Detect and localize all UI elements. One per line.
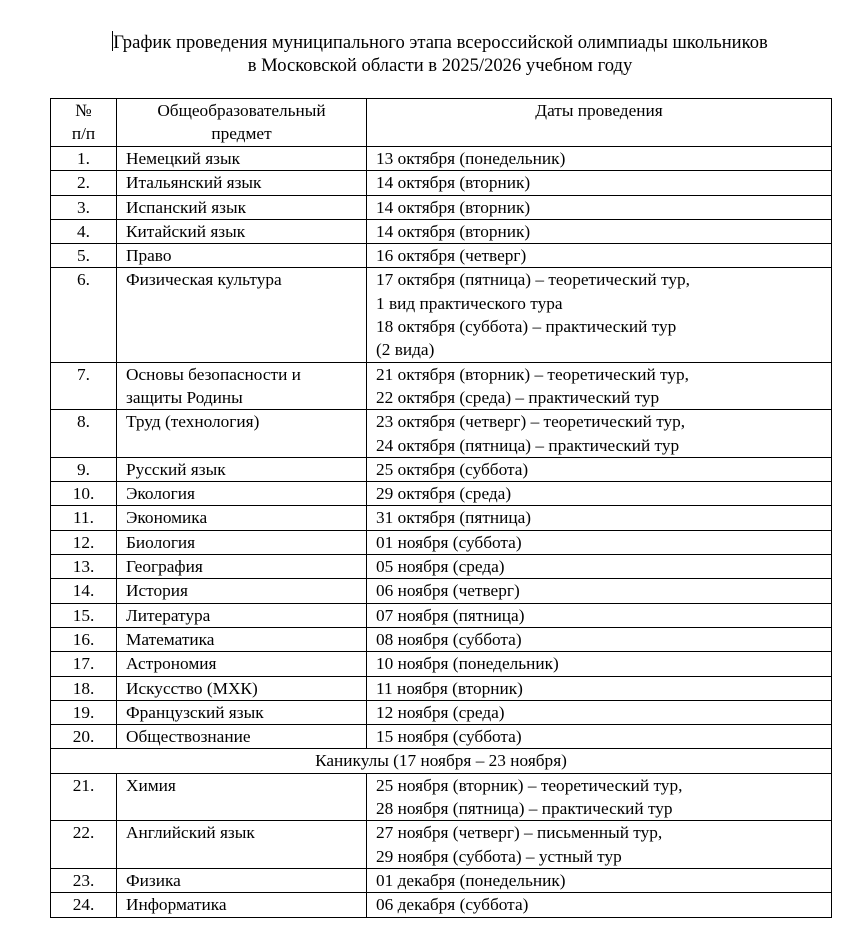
table-row bbox=[51, 773, 832, 821]
subject-line: Экология bbox=[126, 484, 195, 504]
row-subject bbox=[117, 219, 367, 243]
date-line: 29 октября (среда) bbox=[376, 484, 512, 504]
row-subject bbox=[117, 555, 367, 579]
date-line: 06 ноября (четверг) bbox=[376, 581, 520, 601]
table-row bbox=[51, 195, 832, 219]
subject-line: Испанский язык bbox=[126, 197, 246, 217]
row-dates bbox=[367, 268, 832, 362]
row-number: 20. bbox=[51, 725, 117, 749]
row-dates bbox=[367, 147, 832, 171]
subject-line: Экономика bbox=[126, 508, 208, 528]
row-subject bbox=[117, 147, 367, 171]
row-dates bbox=[367, 627, 832, 651]
table-row bbox=[51, 268, 832, 362]
subject-line: Право bbox=[126, 246, 172, 266]
subject-line: Основы безопасности и bbox=[126, 364, 301, 384]
date-line: 28 ноября (пятница) – практический тур bbox=[376, 799, 673, 819]
subject-line: Искусство (МХК) bbox=[126, 678, 258, 698]
table-row bbox=[51, 821, 832, 869]
date-line: 21 октября (вторник) – теоретический тур, bbox=[376, 364, 689, 384]
title-line-1: График проведения муниципального этапа всероссийской олимпиады школьников bbox=[113, 32, 768, 53]
row-number: 18. bbox=[51, 676, 117, 700]
row-subject bbox=[117, 627, 367, 651]
row-number: 7. bbox=[51, 362, 117, 410]
table-row bbox=[51, 868, 832, 892]
date-line: 14 октября (вторник) bbox=[376, 173, 531, 193]
row-subject bbox=[117, 893, 367, 917]
date-line: 14 октября (вторник) bbox=[376, 197, 531, 217]
date-line: (2 вида) bbox=[376, 340, 435, 360]
row-dates bbox=[367, 603, 832, 627]
date-line: 17 октября (пятница) – теоретический тур, bbox=[376, 270, 690, 290]
row-subject bbox=[117, 530, 367, 554]
row-number: 9. bbox=[51, 457, 117, 481]
row-number: 12. bbox=[51, 530, 117, 554]
row-number: 3. bbox=[51, 195, 117, 219]
row-number: 11. bbox=[51, 506, 117, 530]
table-row bbox=[51, 506, 832, 530]
row-dates bbox=[367, 219, 832, 243]
row-subject bbox=[117, 482, 367, 506]
table-row bbox=[51, 579, 832, 603]
date-line: 25 ноября (вторник) – теоретический тур, bbox=[376, 775, 683, 795]
row-subject bbox=[117, 725, 367, 749]
row-dates bbox=[367, 244, 832, 268]
row-subject bbox=[117, 244, 367, 268]
table-row bbox=[51, 457, 832, 481]
table-row bbox=[51, 410, 832, 458]
subject-line: Русский язык bbox=[126, 459, 226, 479]
row-number: 8. bbox=[51, 410, 117, 458]
subject-line: Астрономия bbox=[126, 654, 217, 674]
row-number: 15. bbox=[51, 603, 117, 627]
subject-line: Английский язык bbox=[126, 823, 255, 843]
table-row bbox=[51, 362, 832, 410]
header-number: № п/п bbox=[51, 99, 117, 147]
row-number: 10. bbox=[51, 482, 117, 506]
header-dates: Даты проведения bbox=[367, 99, 832, 147]
row-number: 22. bbox=[51, 821, 117, 869]
row-dates bbox=[367, 530, 832, 554]
date-line: 01 ноября (суббота) bbox=[376, 532, 522, 552]
row-dates bbox=[367, 482, 832, 506]
date-line: 13 октября (понедельник) bbox=[376, 149, 566, 168]
table-row bbox=[51, 147, 832, 171]
date-line: 08 ноября (суббота) bbox=[376, 629, 522, 649]
subject-line: Математика bbox=[126, 629, 215, 649]
row-number: 13. bbox=[51, 555, 117, 579]
title-line-2: в Московской области в 2025/2026 учебном году bbox=[247, 55, 633, 76]
row-subject bbox=[117, 821, 367, 869]
row-dates bbox=[367, 195, 832, 219]
row-dates bbox=[367, 676, 832, 700]
row-subject bbox=[117, 700, 367, 724]
row-number: 16. bbox=[51, 627, 117, 651]
header-subject: Общеобразовательный предмет bbox=[117, 99, 367, 147]
row-number: 14. bbox=[51, 579, 117, 603]
date-line: 29 ноября (суббота) – устный тур bbox=[376, 846, 622, 866]
row-subject bbox=[117, 603, 367, 627]
row-number: 5. bbox=[51, 244, 117, 268]
row-dates bbox=[367, 821, 832, 869]
row-number: 1. bbox=[51, 147, 117, 171]
row-subject bbox=[117, 457, 367, 481]
row-dates bbox=[367, 579, 832, 603]
subject-line: Информатика bbox=[126, 895, 227, 915]
document-title bbox=[50, 31, 830, 77]
date-line: 31 октября (пятница) bbox=[376, 508, 532, 528]
row-number: 19. bbox=[51, 700, 117, 724]
row-number: 23. bbox=[51, 868, 117, 892]
date-line: 15 ноября (суббота) bbox=[376, 727, 522, 747]
row-dates bbox=[367, 506, 832, 530]
date-line: 12 ноября (среда) bbox=[376, 702, 505, 722]
table-body-part-1 bbox=[51, 147, 832, 749]
table-row bbox=[51, 676, 832, 700]
row-subject bbox=[117, 652, 367, 676]
row-subject bbox=[117, 579, 367, 603]
subject-line: География bbox=[126, 557, 203, 577]
row-dates bbox=[367, 362, 832, 410]
row-subject bbox=[117, 676, 367, 700]
row-number: 17. bbox=[51, 652, 117, 676]
date-line: 16 октября (четверг) bbox=[376, 246, 527, 266]
table-row bbox=[51, 244, 832, 268]
row-dates bbox=[367, 171, 832, 195]
date-line: 14 октября (вторник) bbox=[376, 221, 531, 241]
subject-line: защиты Родины bbox=[126, 387, 243, 407]
table-row bbox=[51, 530, 832, 554]
date-line: 27 ноября (четверг) – письменный тур, bbox=[376, 823, 663, 843]
row-dates bbox=[367, 555, 832, 579]
date-line: 07 ноября (пятница) bbox=[376, 605, 525, 625]
row-subject bbox=[117, 171, 367, 195]
date-line: 23 октября (четверг) – теоретический тур, bbox=[376, 412, 686, 432]
subject-line: Французский язык bbox=[126, 702, 264, 722]
subject-line: Немецкий язык bbox=[126, 149, 240, 168]
subject-line: Итальянский язык bbox=[126, 173, 262, 193]
date-line: 10 ноября (понедельник) bbox=[376, 654, 559, 674]
table-row bbox=[51, 171, 832, 195]
table-body-part-2 bbox=[51, 773, 832, 917]
holiday-row bbox=[51, 749, 832, 773]
row-subject bbox=[117, 195, 367, 219]
table-row bbox=[51, 627, 832, 651]
date-line: 18 октября (суббота) – практический тур bbox=[376, 317, 677, 337]
row-number: 24. bbox=[51, 893, 117, 917]
subject-line: Обществознание bbox=[126, 727, 251, 747]
date-line: 05 ноября (среда) bbox=[376, 557, 505, 577]
row-dates bbox=[367, 773, 832, 821]
subject-line: Физическая культура bbox=[126, 270, 282, 290]
row-subject bbox=[117, 268, 367, 362]
row-number: 4. bbox=[51, 219, 117, 243]
table-row bbox=[51, 219, 832, 243]
table-header-row bbox=[51, 99, 832, 147]
table-row bbox=[51, 652, 832, 676]
schedule-table bbox=[50, 98, 832, 918]
row-dates bbox=[367, 700, 832, 724]
date-line: 25 октября (суббота) bbox=[376, 459, 529, 479]
row-subject bbox=[117, 506, 367, 530]
date-line: 11 ноября (вторник) bbox=[376, 678, 523, 698]
row-subject bbox=[117, 410, 367, 458]
row-subject bbox=[117, 362, 367, 410]
row-subject bbox=[117, 868, 367, 892]
subject-line: Физика bbox=[126, 870, 181, 890]
date-line: 22 октября (среда) – практический тур bbox=[376, 387, 660, 407]
row-number: 6. bbox=[51, 268, 117, 362]
subject-line: Биология bbox=[126, 532, 196, 552]
table-row bbox=[51, 603, 832, 627]
table-row bbox=[51, 700, 832, 724]
row-dates bbox=[367, 652, 832, 676]
subject-line: Китайский язык bbox=[126, 221, 246, 241]
holiday-label: Каникулы (17 ноября – 23 ноября) bbox=[51, 749, 832, 773]
row-number: 2. bbox=[51, 171, 117, 195]
subject-line: Литература bbox=[126, 605, 211, 625]
date-line: 1 вид практического тура bbox=[376, 293, 563, 313]
table-row bbox=[51, 555, 832, 579]
subject-line: Труд (технология) bbox=[126, 412, 260, 432]
row-dates bbox=[367, 868, 832, 892]
date-line: 24 октября (пятница) – практический тур bbox=[376, 435, 680, 455]
subject-line: История bbox=[126, 581, 188, 601]
row-subject bbox=[117, 773, 367, 821]
row-dates bbox=[367, 410, 832, 458]
row-dates bbox=[367, 457, 832, 481]
table-row bbox=[51, 893, 832, 917]
subject-line: Химия bbox=[126, 775, 176, 795]
table-row bbox=[51, 725, 832, 749]
date-line: 06 декабря (суббота) bbox=[376, 895, 529, 915]
row-dates bbox=[367, 725, 832, 749]
table-row bbox=[51, 482, 832, 506]
row-number: 21. bbox=[51, 773, 117, 821]
date-line: 01 декабря (понедельник) bbox=[376, 870, 566, 890]
row-dates bbox=[367, 893, 832, 917]
